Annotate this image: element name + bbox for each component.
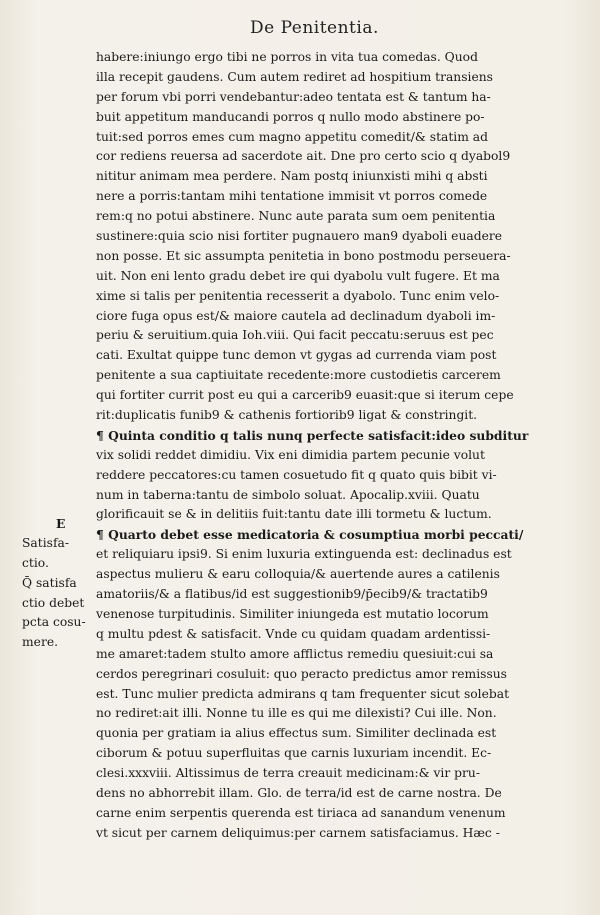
text-line: qui fortiter currit post eu qui a carcerib9 euasit:que si iterum cepe	[96, 388, 514, 403]
text-line: illa recepit gaudens. Cum autem rediret ad hospitium transiens	[96, 69, 493, 84]
text-line: rem:q no potui abstinere. Nunc aute parata sum oem penitentia	[96, 209, 496, 224]
text-line: cerdos peregrinari cosuluit: quo peracto predictus amor remissus	[96, 666, 507, 681]
margin-note-line: ctio debet	[22, 595, 85, 610]
text-line: nere a porris:tantam mihi tentatione immisit vt porros comede	[96, 189, 488, 204]
text-line: amatoriis/& a flatibus/id est suggestionib9/p̄ecib9/& tractatib9	[96, 587, 488, 602]
margin-note-line: pcta cosu-	[22, 615, 86, 630]
text-line: tuit:sed porros emes cum magno appetitu comedit/& statim ad	[96, 129, 489, 144]
text-line: et reliquiaru ipsi9. Si enim luxuria extinguenda est: declinadus est	[96, 547, 512, 562]
text-line: vt sicut per carnem deliquimus:per carnem satisfaciamus. Hæc -	[96, 825, 500, 840]
margin-note-line: Q̄ satisfa	[22, 575, 77, 590]
text-line: reddere peccatores:cu tamen cosuetudo fit q quato quis bibit vi-	[96, 467, 497, 482]
text-line: uit. Non eni lento gradu debet ire qui dyabolu vult fugere. Et ma	[96, 268, 500, 283]
text-line: ciborum & potuu superfluitas que carnis luxuriam incendit. Ec-	[96, 746, 492, 761]
margin-letter: E	[56, 516, 66, 531]
text-line: num in taberna:tantu de simbolo soluat. Apocalip.xviii. Quatu	[96, 487, 480, 502]
text-line: est. Tunc mulier predicta admirans q tam frequenter sicut solebat	[96, 686, 510, 701]
text-line: dens no abhorrebit illam. Glo. de terra/id est de carne nostra. De	[96, 785, 502, 800]
text-line: rit:duplicatis funib9 & cathenis fortiorib9 ligat & constringit.	[96, 408, 478, 423]
text-line: penitente a sua captiuitate recedente:more custodietis carcerem	[96, 368, 501, 383]
text-line: glorificauit se & in delitiis fuit:tantu date illi tormetu & luctum.	[96, 507, 492, 522]
text-line: quonia per gratiam ia alius effectus sum. Similiter declinada est	[96, 726, 497, 741]
text-line: ¶ Quarto debet esse medicatoria & cosumptiua morbi peccati/	[96, 527, 524, 543]
text-line: carne enim serpentis querenda est tiriaca ad sanandum venenum	[96, 805, 506, 820]
text-line: periu & seruitium.quia Ioh.viii. Qui facit peccatu:seruus est pec	[96, 328, 494, 343]
text-line: non posse. Et sic assumpta penitetia in bono postmodu perseuera-	[96, 248, 511, 263]
text-line: vix solidi reddet dimidiu. Vix eni dimidia partem pecunie volut	[96, 447, 485, 462]
text-line: q multu pdest & satisfacit. Vnde cu quidam quadam ardentissi-	[96, 626, 491, 641]
text-line: buit appetitum manducandi porros q nullo modo abstinere po-	[96, 109, 485, 124]
text-line: ¶ Quinta conditio q talis nunq perfecte satisfacit:ideo subditur	[96, 427, 529, 443]
text-line: ciore fuga opus est/& maiore cautela ad declinadum dyaboli im-	[96, 308, 496, 323]
margin-note-line: ctio.	[22, 555, 49, 570]
page-header: De Penitentia.	[250, 18, 379, 38]
text-line: cati. Exultat quippe tunc demon vt gygas ad currenda viam post	[96, 348, 497, 363]
margin-note-line: mere.	[22, 635, 59, 650]
text-line: cor rediens reuersa ad sacerdote ait. Dne pro certo scio q dyabol9	[96, 149, 511, 164]
text-line: xime si talis per penitentia recesserit a dyabolo. Tunc enim velo-	[96, 288, 500, 303]
margin-note	[22, 514, 92, 653]
main-text-column	[96, 48, 574, 844]
text-line: nititur animam mea perdere. Nam postq iniunxisti mihi q absti	[96, 169, 488, 184]
margin-note-line: Satisfa-	[22, 535, 69, 550]
text-line: habere:iniungo ergo tibi ne porros in vita tua comedas. Quod	[96, 50, 478, 64]
text-line: aspectus mulieru & earu colloquia/& auertende aures a catilenis	[96, 567, 500, 582]
text-line: sustinere:quia scio nisi fortiter pugnauero man9 dyaboli euadere	[96, 229, 503, 244]
text-line: me amaret:tadem stulto amore afflictus remediu quesiuit:cui sa	[96, 646, 494, 661]
text-line: clesi.xxxviii. Altissimus de terra creauit medicinam:& vir pru-	[96, 766, 480, 781]
text-line: no rediret:ait illi. Nonne tu ille es qui me dilexisti? Cui ille. Non.	[96, 706, 497, 721]
text-line: venenose turpitudinis. Similiter iniungeda est mutatio locorum	[96, 606, 489, 621]
text-line: per forum vbi porri vendebantur:adeo tentata est & tantum ha-	[96, 89, 491, 104]
